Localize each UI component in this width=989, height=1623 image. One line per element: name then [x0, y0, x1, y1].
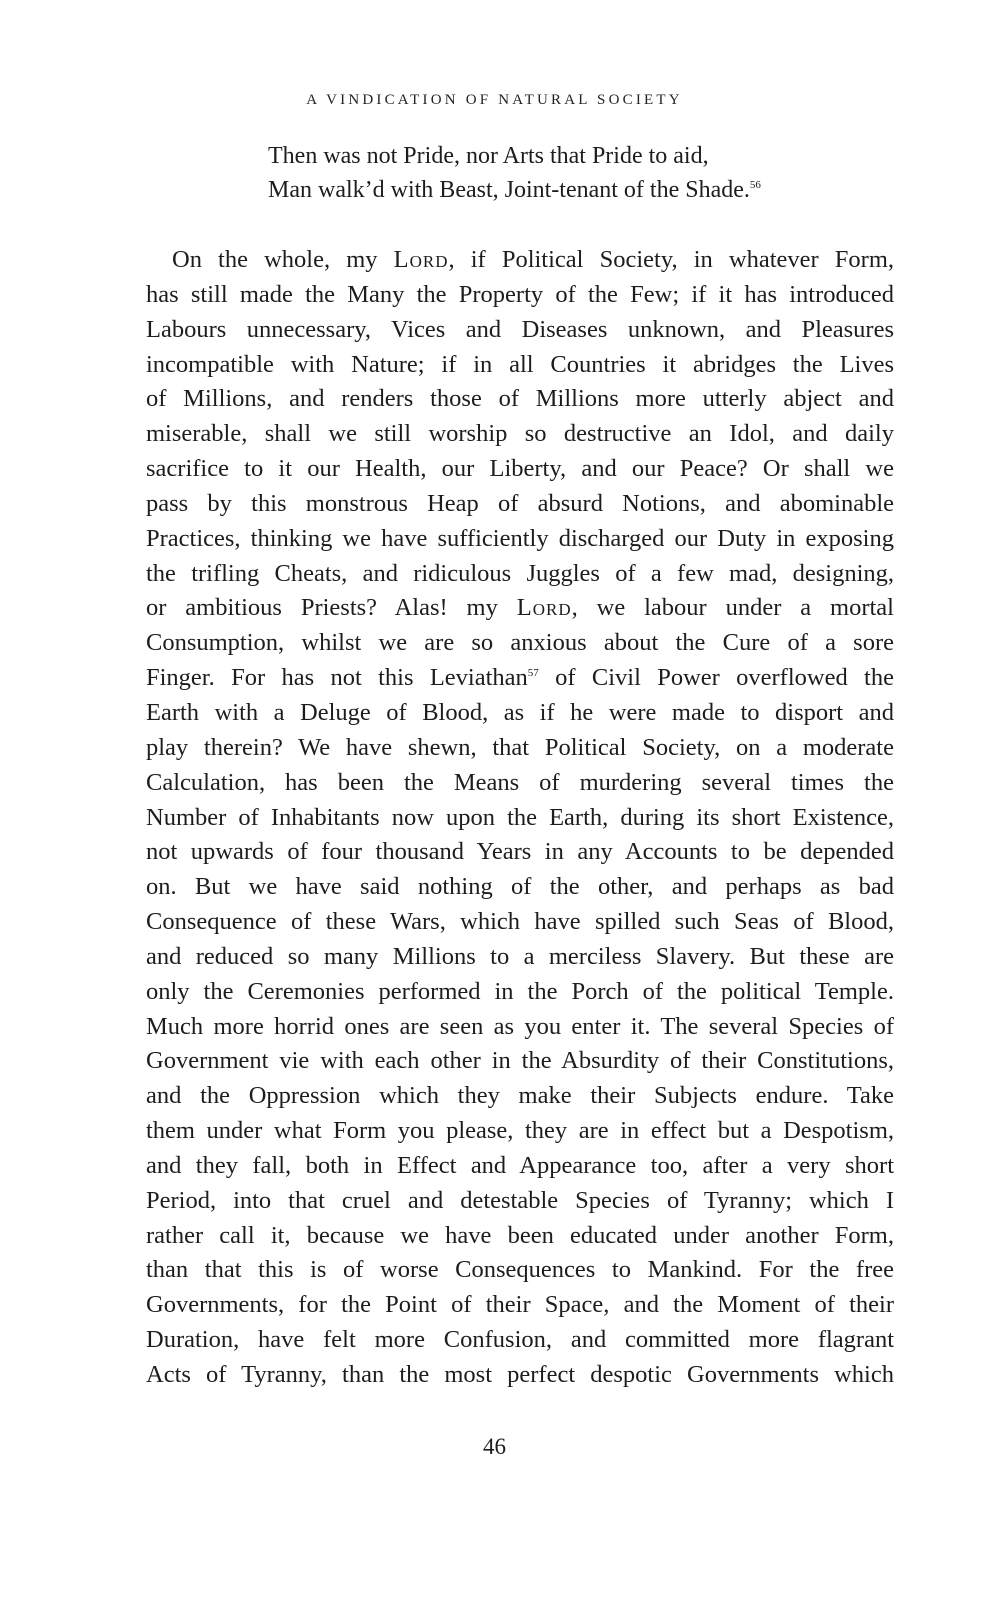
text-line: and the Oppression which they make their Subjects endure. Take [146, 1082, 894, 1110]
text-segment: , we labour under a mortal [571, 594, 894, 622]
verse-line-2-text: Man walk’d with Beast, Joint-tenant of the Shade. [268, 177, 750, 203]
text-line: Period, into that cruel and detestable Species of Tyranny; which I [146, 1186, 894, 1214]
footnote-ref-57: 57 [527, 666, 539, 679]
text-line: has still made the Many the Property of the Few; if it has introduced [146, 280, 894, 308]
text-line: Number of Inhabitants now upon the Earth, during its short Existence, [146, 803, 894, 831]
verse-quotation [268, 139, 908, 207]
text-line: pass by this monstrous Heap of absurd Notions, and abominable [146, 489, 894, 517]
text-line: Governments, for the Point of their Space, and the Moment of their [146, 1291, 894, 1319]
text-segment: On the whole, my [172, 246, 394, 273]
text-line [146, 243, 894, 278]
text-segment: or ambitious Priests? Alas! my [146, 594, 517, 622]
running-head: A VINDICATION OF NATURAL SOCIETY [306, 92, 683, 108]
verse-line-2 [268, 173, 908, 207]
text-line: Acts of Tyranny, than the most perfect despotic Governments which [146, 1361, 894, 1388]
small-caps-lord: Lord [516, 594, 572, 622]
text-line: Consequence of these Wars, which have spilled such Seas of Blood, [146, 908, 894, 936]
text-line: Calculation, has been the Means of murdering several times the [146, 768, 894, 796]
text-line: Earth with a Deluge of Blood, as if he were made to disport and [146, 698, 894, 726]
text-line [146, 661, 894, 696]
text-segment: of Civil Power overflowed the [538, 664, 894, 692]
text-line [146, 591, 894, 626]
text-segment: Finger. For has not this Leviathan [146, 664, 528, 692]
text-line: on. But we have said nothing of the other, and perhaps as bad [146, 873, 894, 901]
text-line: Much more horrid ones are seen as you enter it. The several Species of [146, 1012, 894, 1040]
text-line: rather call it, because we have been educated under another Form, [146, 1221, 894, 1249]
text-segment: , if Political Society, in whatever Form, [448, 246, 895, 273]
text-line: not upwards of four thousand Years in any Accounts to be depended [146, 838, 894, 866]
text-line: miserable, shall we still worship so destructive an Idol, and daily [146, 420, 894, 448]
text-line: Labours unnecessary, Vices and Diseases unknown, and Pleasures [146, 315, 894, 343]
text-line: the trifling Cheats, and ridiculous Juggles of a few mad, designing, [146, 559, 894, 587]
text-line: only the Ceremonies performed in the Porch of the political Temple. [146, 977, 894, 1005]
text-line: them under what Form you please, they are in effect but a Despotism, [146, 1117, 894, 1145]
verse-line-1: Then was not Pride, nor Arts that Pride to aid, [268, 143, 709, 169]
footnote-ref-56: 56 [749, 179, 761, 191]
page-number: 46 [483, 1434, 506, 1459]
text-line: Duration, have felt more Confusion, and committed more flagrant [146, 1326, 894, 1354]
text-line: and they fall, both in Effect and Appearance too, after a very short [146, 1151, 894, 1179]
text-line: of Millions, and renders those of Millions more utterly abject and [146, 385, 894, 413]
body-paragraph [146, 243, 894, 1393]
text-line: sacrifice to it our Health, our Liberty, and our Peace? Or shall we [146, 455, 894, 483]
text-line: play therein? We have shewn, that Political Society, on a moderate [146, 733, 894, 761]
text-line: and reduced so many Millions to a merciless Slavery. But these are [146, 942, 894, 970]
text-line: than that this is of worse Consequences to Mankind. For the free [146, 1256, 894, 1284]
text-line: Government vie with each other in the Absurdity of their Constitutions, [146, 1047, 894, 1075]
text-line: Consumption, whilst we are so anxious about the Cure of a sore [146, 629, 894, 657]
text-line: Practices, thinking we have sufficiently discharged our Duty in exposing [146, 524, 894, 552]
text-line: incompatible with Nature; if in all Countries it abridges the Lives [146, 350, 894, 378]
small-caps-lord: Lord [393, 246, 449, 273]
